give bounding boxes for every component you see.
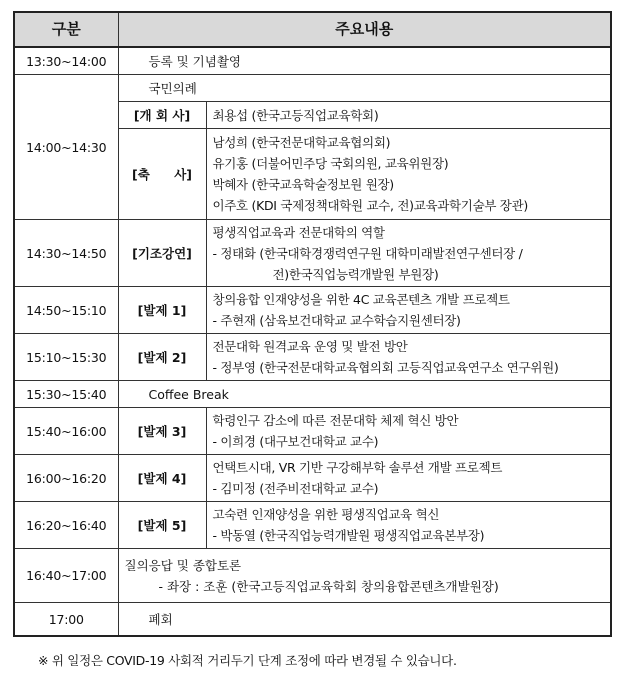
session-label: [기조강연] — [118, 220, 206, 287]
header-time: 구분 — [14, 12, 118, 47]
content-cell: 폐회 — [118, 603, 611, 637]
time-cell: 14:50~15:10 — [14, 287, 118, 334]
time-cell: 15:40~16:00 — [14, 408, 118, 455]
label-part: 사] — [174, 166, 192, 182]
time-cell: 16:40~17:00 — [14, 549, 118, 603]
table-header-row — [14, 12, 611, 47]
time-cell: 16:00~16:20 — [14, 455, 118, 502]
speaker-line: 유기홍 (더불어민주당 국회의원, 교육위원장) — [212, 156, 449, 171]
speaker-line: 전)한국직업능력개발원 부원장) — [272, 266, 439, 282]
title-line: 전문대학 원격교육 운영 및 발전 방안 — [212, 339, 408, 354]
speaker-line: - 정태화 (한국대학경쟁력연구원 대학미래발전연구센터장 / — [212, 245, 523, 261]
content-cell — [206, 502, 611, 549]
table-row — [14, 603, 611, 637]
content-cell: Coffee Break — [118, 381, 611, 408]
content-cell — [206, 455, 611, 502]
session-label: [발제 2] — [118, 334, 206, 381]
speaker-line: - 김미정 (전주비전대학교 교수) — [212, 481, 379, 496]
table-row — [14, 287, 611, 334]
table-row — [14, 220, 611, 287]
content-cell — [118, 549, 611, 603]
time-cell: 14:00~14:30 — [14, 75, 118, 220]
content-cell: 국민의례 — [118, 75, 611, 102]
schedule-note: ※ 위 일정은 COVID-19 사회적 거리두기 단계 조정에 따라 변경될 수 있습니다. — [38, 653, 457, 668]
session-label: [발제 4] — [118, 455, 206, 502]
session-label: [발제 3] — [118, 408, 206, 455]
speaker-line: 최용섭 (한국고등직업교육학회) — [212, 107, 379, 123]
title-line: 학령인구 감소에 따른 전문대학 체제 혁신 방안 — [212, 413, 459, 428]
schedule-table — [13, 11, 612, 637]
content-cell — [206, 408, 611, 455]
time-cell: 14:30~14:50 — [14, 220, 118, 287]
speaker-line: - 정부영 (한국전문대학교육협의회 고등직업교육연구소 연구위원) — [212, 360, 559, 375]
table-row — [14, 75, 611, 102]
speaker-line: 남성희 (한국전문대학교육협의회) — [212, 135, 391, 150]
time-cell: 13:30~14:00 — [14, 47, 118, 75]
table-row — [14, 549, 611, 603]
table-row — [14, 47, 611, 75]
content-cell — [206, 334, 611, 381]
chair-line: - 좌장 : 조훈 (한국고등직업교육학회 창의융합콘텐츠개발원장) — [158, 578, 499, 594]
speaker-line: - 박동열 (한국직업능력개발원 평생직업교육본부장) — [212, 528, 485, 543]
speaker-line: - 주현재 (삼육보건대학교 교수학습지원센터장) — [212, 313, 461, 328]
content-cell — [206, 220, 611, 287]
header-content: 주요내용 — [118, 12, 611, 47]
session-label — [118, 129, 206, 220]
label-part: [축 — [132, 166, 150, 182]
title-line: 평생직업교육과 전문대학의 역할 — [212, 224, 385, 240]
table-row — [14, 502, 611, 549]
session-label: [개 회 사] — [118, 102, 206, 129]
content-cell — [206, 129, 611, 220]
content-cell — [206, 102, 611, 129]
table-row — [14, 381, 611, 408]
time-cell: 17:00 — [14, 603, 118, 637]
table-row — [14, 455, 611, 502]
speaker-line: 이주호 (KDI 국제정책대학원 교수, 전)교육과학기술부 장관) — [212, 198, 528, 213]
content-cell — [206, 287, 611, 334]
speaker-line: - 이희경 (대구보건대학교 교수) — [212, 434, 379, 449]
session-label: [발제 1] — [118, 287, 206, 334]
session-label: [발제 5] — [118, 502, 206, 549]
speaker-line: 박혜자 (한국교육학술정보원 원장) — [212, 177, 394, 192]
content-cell: 등록 및 기념촬영 — [118, 47, 611, 75]
time-cell: 16:20~16:40 — [14, 502, 118, 549]
table-row — [14, 408, 611, 455]
title-line: 고숙련 인재양성을 위한 평생직업교육 혁신 — [212, 507, 440, 522]
time-cell: 15:10~15:30 — [14, 334, 118, 381]
time-cell: 15:30~15:40 — [14, 381, 118, 408]
title-line: 질의응답 및 종합토론 — [124, 557, 242, 573]
title-line: 창의융합 인재양성을 위한 4C 교육콘텐츠 개발 프로젝트 — [212, 292, 510, 307]
table-row — [14, 334, 611, 381]
title-line: 언택트시대, VR 기반 구강해부학 솔루션 개발 프로젝트 — [212, 460, 503, 475]
